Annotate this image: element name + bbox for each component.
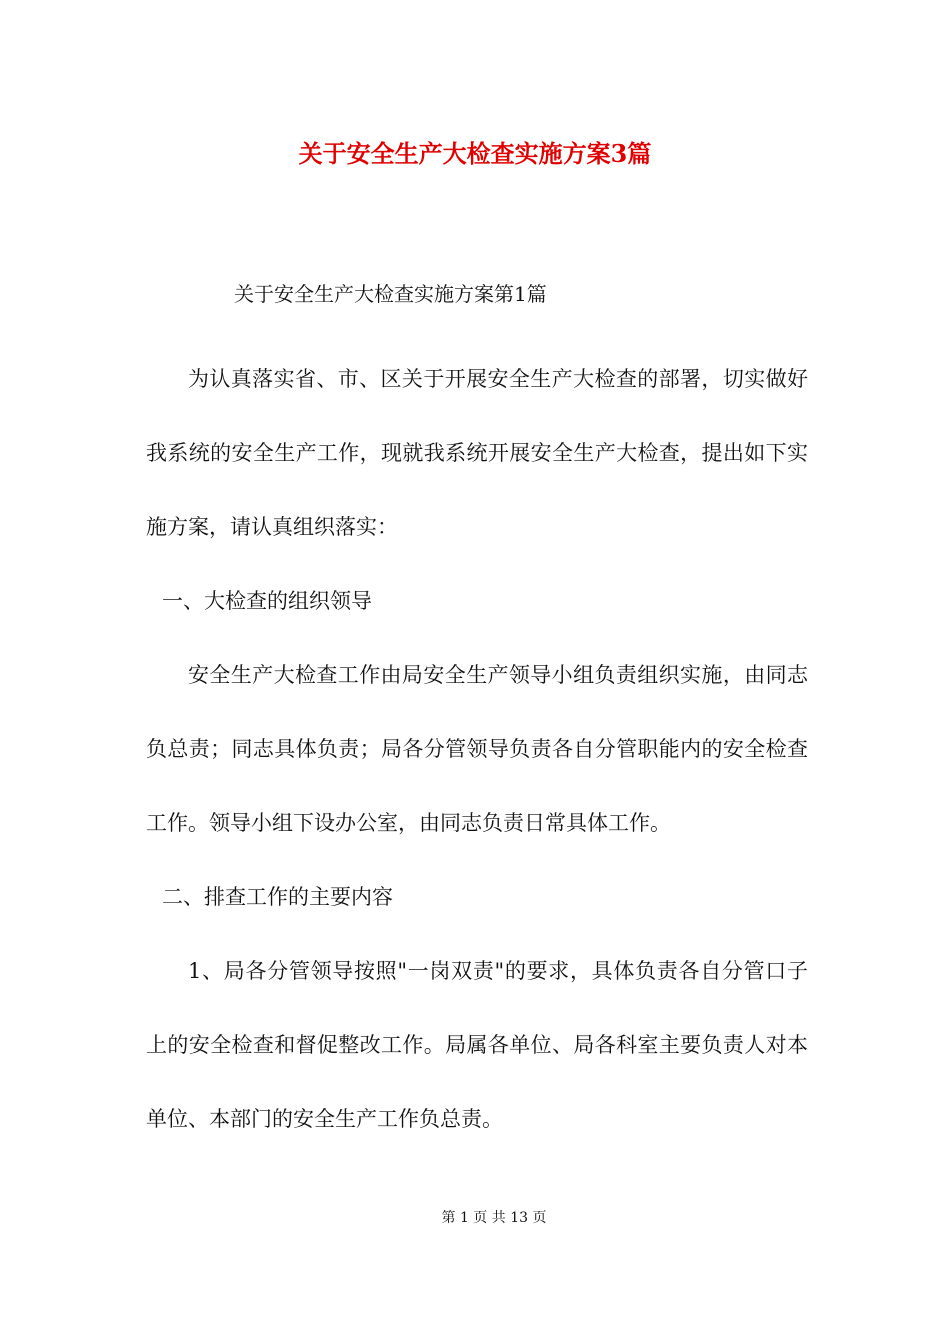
paragraph-responsibility: 1、局各分管领导按照"一岗双责"的要求，具体负责各自分管口子上的安全检查和督促整改工作。局属各单位、局各科室主要负责人对本单位、本部门的安全生产工作负总责。	[146, 959, 808, 1131]
page-footer: 第 1 页 共 13 页	[441, 1210, 547, 1226]
section-heading-1: 一、大检查的组织领导	[162, 589, 372, 613]
section-subtitle: 关于安全生产大检查实施方案第1篇	[234, 282, 547, 306]
paragraph-leadership: 安全生产大检查工作由局安全生产领导小组负责组织实施，由同志负总责；同志具体负责；局各分管领导负责各自分管职能内的安全检查工作。领导小组下设办公室，由同志负责日常具体工作。	[146, 663, 808, 835]
section-heading-2: 二、排查工作的主要内容	[162, 885, 393, 909]
paragraph-intro: 为认真落实省、市、区关于开展安全生产大检查的部署，切实做好我系统的安全生产工作，现就我系统开展安全生产大检查，提出如下实施方案，请认真组织落实：	[146, 367, 808, 539]
document-body	[146, 342, 808, 1156]
document-title: 关于安全生产大检查实施方案3篇	[298, 139, 652, 168]
